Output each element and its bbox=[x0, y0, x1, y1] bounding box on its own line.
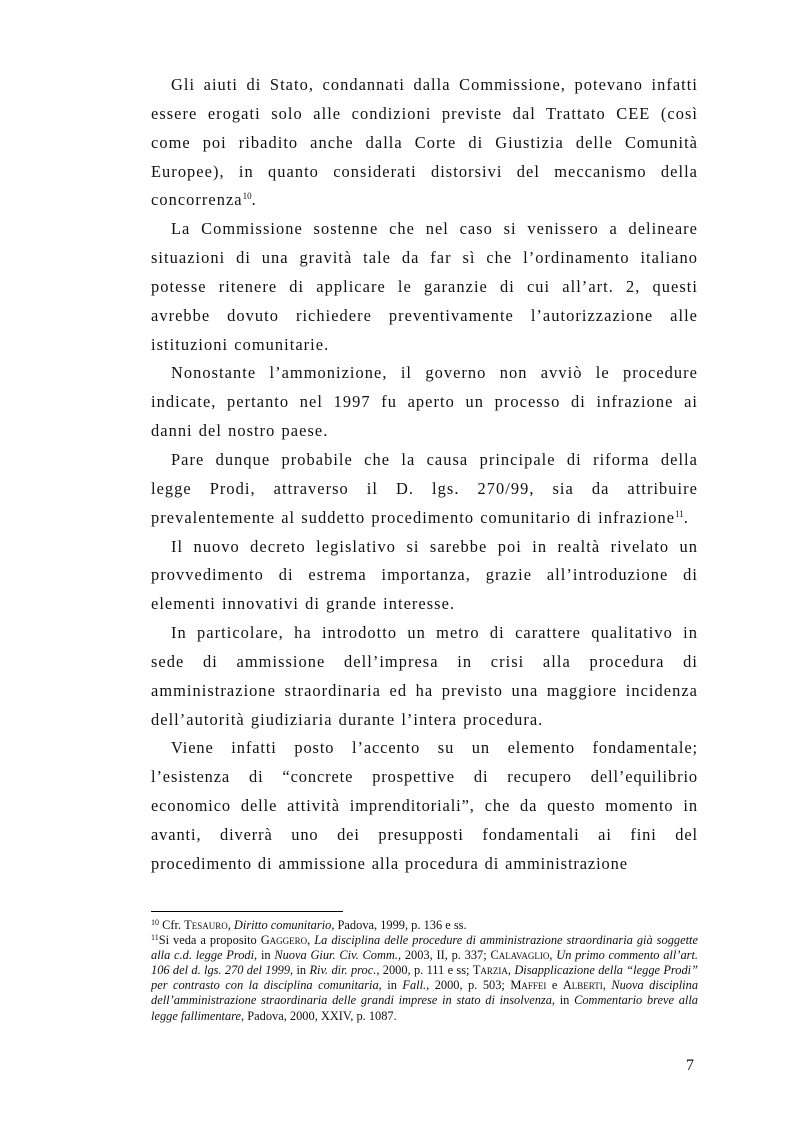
paragraph-5: Il nuovo decreto legislativo si sarebbe poi in realtà rivelato un provvedimento di estrema importanza, grazie all’introduzione di elementi innovativi di grande interesse. bbox=[151, 536, 698, 614]
paragraph-4: Pare dunque probabile che la causa principale di riforma della legge Prodi, attraverso il D. lgs. 270/99, sia da attribuire prevalentemente al suddetto procedimento comunitario di infrazione$^{11}$. bbox=[151, 449, 698, 527]
paragraph-6: In particolare, ha introdotto un metro di carattere qualitativo in sede di ammissione dell’impresa in crisi alla procedura di amministrazione straordinaria ed ha previsto una maggiore incidenza dell’autorità giudiziaria durante l’intera procedura. bbox=[151, 623, 698, 729]
footnote-ref-11: 11 bbox=[675, 508, 684, 519]
paragraph-1: Gli aiuti di Stato, condannati dalla Commissione, potevano infatti essere erogati solo alle condizioni previste dal Trattato CEE (così come poi ribadito anche dalla Corte di Giustizia delle Comunità Europee), in quanto considerati distorsivi del meccanismo della concorrenza$^{10}$. bbox=[151, 75, 698, 210]
paragraph-2: La Commissione sostenne che nel caso si venissero a delineare situazioni di una gravità tale da far sì che l’ordinamento italiano potesse ritenere di applicare le garanzie di cui all’art. 2, questi avrebbe dovuto richiedere preventivamente l’autorizzazione alle istituzioni comunitarie. bbox=[151, 219, 698, 354]
body-text bbox=[151, 71, 698, 879]
footnote-11: $^{11}$Si veda a proposito Gaggero, La disciplina delle procedure di amministrazione straordinaria già soggette alla c.d. legge Prodi, in Nuova Giur. Civ. Comm., 2003, II, p. 337; Calavaglio, Un primo commento all’art. 106 del d. lgs. 270 del 1999, in Riv. dir. proc., 2000, p. 111 e ss; Tarzia, Disapplicazione della “legge Prodi” per contrasto con la disciplina comunitaria, in Fall., 2000, p. 503; Maffei e Alberti, Nuova disciplina dell’amministrazione straordinaria delle grandi imprese in stato di insolvenza, in Commentario breve alla legge fallimentare, Padova, 2000, XXIV, p. 1087. bbox=[151, 933, 699, 1023]
footnote-ref-10: 10 bbox=[242, 191, 252, 202]
paragraph-3: Nonostante l’ammonizione, il governo non avviò le procedure indicate, pertanto nel 1997 fu aperto un processo di infrazione ai danni del nostro paese. bbox=[151, 363, 698, 441]
footnote-10: $^{10}$ Cfr. Tesauro, Diritto comunitario, Padova, 1999, p. 136 e ss. bbox=[151, 918, 467, 932]
footnote-separator bbox=[151, 911, 343, 912]
paragraph-7: Viene infatti posto l’accento su un elemento fondamentale; l’esistenza di “concrete prospettive di recupero dell’equilibrio economico delle attività imprenditoriali”, che da questo momento in avanti, diverrà uno dei presupposti fondamentali ai fini del procedimento di ammissione alla procedura di amministrazione bbox=[151, 738, 698, 873]
page-number: 7 bbox=[686, 1057, 694, 1074]
footnotes bbox=[151, 918, 698, 1024]
